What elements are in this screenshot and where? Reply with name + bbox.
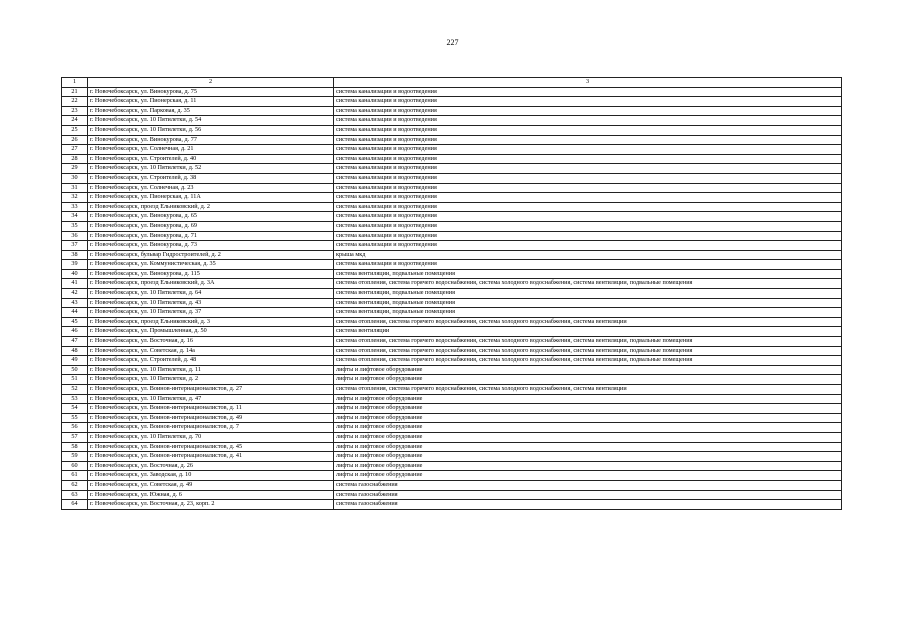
table-row — [62, 452, 842, 462]
address-cell: г. Новочебоксарск, ул. Советская, д. 49 — [88, 480, 334, 490]
address-cell: г. Новочебоксарск, ул. Солнечная, д. 23 — [88, 183, 334, 193]
table-row — [62, 173, 842, 183]
page-number: 227 — [446, 38, 459, 47]
address-cell: г. Новочебоксарск, ул. Воинов-интернационалистов, д. 11 — [88, 404, 334, 414]
work-description-cell: система канализации и водоотведения — [334, 231, 842, 241]
table-row — [62, 106, 842, 116]
work-description-cell: система канализации и водоотведения — [334, 145, 842, 155]
table-body — [62, 87, 842, 509]
table-row — [62, 202, 842, 212]
table-header-row — [62, 78, 842, 88]
column-header-work: 3 — [334, 78, 842, 88]
address-cell: г. Новочебоксарск, ул. 10 Пятилетки, д. 64 — [88, 289, 334, 299]
address-cell: г. Новочебоксарск, ул. Винокурова, д. 65 — [88, 212, 334, 222]
work-description-cell: лифты и лифтовое оборудование — [334, 365, 842, 375]
address-cell: г. Новочебоксарск, ул. 10 Пятилетки, д. 37 — [88, 308, 334, 318]
row-number-cell: 22 — [62, 97, 88, 107]
work-description-cell: система отопления, система горячего водоснабжения, система холодного водоснабжения, система вентиляции, подвальные помещения — [334, 279, 842, 289]
work-description-cell: система вентиляции, подвальные помещения — [334, 269, 842, 279]
address-cell: г. Новочебоксарск, ул. Воинов-интернационалистов, д. 41 — [88, 452, 334, 462]
table-row — [62, 308, 842, 318]
address-cell: г. Новочебоксарск, ул. Воинов-интернационалистов, д. 49 — [88, 413, 334, 423]
address-cell: г. Новочебоксарск, бульвар Гидростроителей, д. 2 — [88, 250, 334, 260]
work-description-cell: система вентиляции — [334, 327, 842, 337]
row-number-cell: 53 — [62, 394, 88, 404]
row-number-cell: 36 — [62, 231, 88, 241]
row-number-cell: 56 — [62, 423, 88, 433]
table-row — [62, 500, 842, 510]
row-number-cell: 24 — [62, 116, 88, 126]
row-number-cell: 52 — [62, 385, 88, 395]
table-row — [62, 241, 842, 251]
work-description-cell: система канализации и водоотведения — [334, 125, 842, 135]
row-number-cell: 44 — [62, 308, 88, 318]
table-row — [62, 250, 842, 260]
work-description-cell: система канализации и водоотведения — [334, 241, 842, 251]
column-header-number: 1 — [62, 78, 88, 88]
work-description-cell: система канализации и водоотведения — [334, 87, 842, 97]
address-cell: г. Новочебоксарск, ул. Солнечная, д. 21 — [88, 145, 334, 155]
row-number-cell: 26 — [62, 135, 88, 145]
table-row — [62, 317, 842, 327]
address-cell: г. Новочебоксарск, ул. Винокурова, д. 75 — [88, 87, 334, 97]
row-number-cell: 43 — [62, 298, 88, 308]
table-row — [62, 442, 842, 452]
row-number-cell: 28 — [62, 154, 88, 164]
table-row — [62, 145, 842, 155]
work-description-cell: система отопления, система горячего водоснабжения, система холодного водоснабжения, система вентиляции — [334, 317, 842, 327]
work-description-cell: система вентиляции, подвальные помещения — [334, 308, 842, 318]
address-cell: г. Новочебоксарск, ул. Восточная, д. 26 — [88, 461, 334, 471]
address-cell: г. Новочебоксарск, ул. Воинов-интернационалистов, д. 7 — [88, 423, 334, 433]
work-description-cell: система канализации и водоотведения — [334, 97, 842, 107]
row-number-cell: 61 — [62, 471, 88, 481]
address-cell: г. Новочебоксарск, ул. Воинов-интернационалистов, д. 27 — [88, 385, 334, 395]
address-cell: г. Новочебоксарск, ул. 10 Пятилетки, д. 56 — [88, 125, 334, 135]
row-number-cell: 59 — [62, 452, 88, 462]
row-number-cell: 45 — [62, 317, 88, 327]
work-description-cell: система канализации и водоотведения — [334, 260, 842, 270]
table-row — [62, 269, 842, 279]
row-number-cell: 64 — [62, 500, 88, 510]
row-number-cell: 34 — [62, 212, 88, 222]
address-cell: г. Новочебоксарск, ул. Парковая, д. 35 — [88, 106, 334, 116]
row-number-cell: 33 — [62, 202, 88, 212]
address-cell: г. Новочебоксарск, ул. Винокурова, д. 69 — [88, 221, 334, 231]
row-number-cell: 29 — [62, 164, 88, 174]
table-row — [62, 423, 842, 433]
address-cell: г. Новочебоксарск, ул. Строителей, д. 38 — [88, 173, 334, 183]
address-cell: г. Новочебоксарск, ул. Строителей, д. 48 — [88, 356, 334, 366]
work-description-cell: система газоснабжения — [334, 490, 842, 500]
address-cell: г. Новочебоксарск, ул. Строителей, д. 40 — [88, 154, 334, 164]
work-description-cell: система канализации и водоотведения — [334, 154, 842, 164]
table-row — [62, 480, 842, 490]
table-row — [62, 279, 842, 289]
row-number-cell: 30 — [62, 173, 88, 183]
table-row — [62, 413, 842, 423]
row-number-cell: 57 — [62, 432, 88, 442]
row-number-cell: 25 — [62, 125, 88, 135]
address-cell: г. Новочебоксарск, ул. Винокурова, д. 71 — [88, 231, 334, 241]
address-cell: г. Новочебоксарск, ул. Винокурова, д. 115 — [88, 269, 334, 279]
row-number-cell: 35 — [62, 221, 88, 231]
table-row — [62, 135, 842, 145]
row-number-cell: 50 — [62, 365, 88, 375]
table-row — [62, 97, 842, 107]
row-number-cell: 63 — [62, 490, 88, 500]
work-description-cell: система отопления, система горячего водоснабжения, система холодного водоснабжения, система вентиляции, подвальные помещения — [334, 346, 842, 356]
row-number-cell: 32 — [62, 193, 88, 203]
address-cell: г. Новочебоксарск, ул. Советская, д. 14а — [88, 346, 334, 356]
row-number-cell: 40 — [62, 269, 88, 279]
address-cell: г. Новочебоксарск, ул. 10 Пятилетки, д. 11 — [88, 365, 334, 375]
table-row — [62, 375, 842, 385]
row-number-cell: 38 — [62, 250, 88, 260]
buildings-table — [61, 77, 842, 510]
table-row — [62, 461, 842, 471]
table-row — [62, 231, 842, 241]
address-cell: г. Новочебоксарск, ул. 10 Пятилетки, д. 52 — [88, 164, 334, 174]
row-number-cell: 62 — [62, 480, 88, 490]
row-number-cell: 39 — [62, 260, 88, 270]
address-cell: г. Новочебоксарск, ул. Винокурова, д. 77 — [88, 135, 334, 145]
address-cell: г. Новочебоксарск, ул. Воинов-интернационалистов, д. 45 — [88, 442, 334, 452]
row-number-cell: 23 — [62, 106, 88, 116]
row-number-cell: 42 — [62, 289, 88, 299]
row-number-cell: 48 — [62, 346, 88, 356]
work-description-cell: лифты и лифтовое оборудование — [334, 404, 842, 414]
table-row — [62, 404, 842, 414]
work-description-cell: лифты и лифтовое оборудование — [334, 432, 842, 442]
address-cell: г. Новочебоксарск, проезд Ельниковский, д. 3 — [88, 317, 334, 327]
row-number-cell: 46 — [62, 327, 88, 337]
table-row — [62, 221, 842, 231]
address-cell: г. Новочебоксарск, ул. Коммунистическая, д. 35 — [88, 260, 334, 270]
work-description-cell: система канализации и водоотведения — [334, 202, 842, 212]
work-description-cell: система канализации и водоотведения — [334, 183, 842, 193]
work-description-cell: система вентиляции, подвальные помещения — [334, 298, 842, 308]
table-row — [62, 183, 842, 193]
work-description-cell: система отопления, система горячего водоснабжения, система холодного водоснабжения, система вентиляции — [334, 385, 842, 395]
row-number-cell: 58 — [62, 442, 88, 452]
address-cell: г. Новочебоксарск, ул. Промышленная, д. 50 — [88, 327, 334, 337]
table-row — [62, 298, 842, 308]
address-cell: г. Новочебоксарск, ул. Пионерская, д. 11 — [88, 97, 334, 107]
address-cell: г. Новочебоксарск, проезд Ельниковский, д. 3А — [88, 279, 334, 289]
table-row — [62, 385, 842, 395]
work-description-cell: лифты и лифтовое оборудование — [334, 394, 842, 404]
table-row — [62, 394, 842, 404]
row-number-cell: 55 — [62, 413, 88, 423]
address-cell: г. Новочебоксарск, ул. 10 Пятилетки, д. 43 — [88, 298, 334, 308]
row-number-cell: 21 — [62, 87, 88, 97]
work-description-cell: лифты и лифтовое оборудование — [334, 413, 842, 423]
work-description-cell: система газоснабжения — [334, 500, 842, 510]
address-cell: г. Новочебоксарск, ул. 10 Пятилетки, д. 2 — [88, 375, 334, 385]
address-cell: г. Новочебоксарск, ул. 10 Пятилетки, д. 47 — [88, 394, 334, 404]
table-row — [62, 87, 842, 97]
table-row — [62, 260, 842, 270]
table-row — [62, 346, 842, 356]
table-row — [62, 212, 842, 222]
work-description-cell: система газоснабжения — [334, 480, 842, 490]
address-cell: г. Новочебоксарск, ул. 10 Пятилетки, д. 70 — [88, 432, 334, 442]
work-description-cell: лифты и лифтовое оборудование — [334, 442, 842, 452]
table-row — [62, 337, 842, 347]
table-row — [62, 164, 842, 174]
column-header-address: 2 — [88, 78, 334, 88]
row-number-cell: 51 — [62, 375, 88, 385]
work-description-cell: лифты и лифтовое оборудование — [334, 452, 842, 462]
work-description-cell: система отопления, система горячего водоснабжения, система холодного водоснабжения, система вентиляции, подвальные помещения — [334, 337, 842, 347]
table-row — [62, 356, 842, 366]
work-description-cell: лифты и лифтовое оборудование — [334, 423, 842, 433]
row-number-cell: 37 — [62, 241, 88, 251]
table-row — [62, 116, 842, 126]
address-cell: г. Новочебоксарск, ул. 10 Пятилетки, д. 54 — [88, 116, 334, 126]
work-description-cell: система канализации и водоотведения — [334, 164, 842, 174]
work-description-cell: система канализации и водоотведения — [334, 221, 842, 231]
table-row — [62, 471, 842, 481]
table-row — [62, 289, 842, 299]
address-cell: г. Новочебоксарск, ул. Заводская, д. 10 — [88, 471, 334, 481]
table-row — [62, 125, 842, 135]
row-number-cell: 41 — [62, 279, 88, 289]
work-description-cell: лифты и лифтовое оборудование — [334, 461, 842, 471]
address-cell: г. Новочебоксарск, ул. Пионерская, д. 11А — [88, 193, 334, 203]
row-number-cell: 60 — [62, 461, 88, 471]
address-cell: г. Новочебоксарск, ул. Восточная, д. 16 — [88, 337, 334, 347]
work-description-cell: система отопления, система горячего водоснабжения, система холодного водоснабжения, система вентиляции, подвальные помещения — [334, 356, 842, 366]
table-row — [62, 490, 842, 500]
work-description-cell: система канализации и водоотведения — [334, 212, 842, 222]
work-description-cell: система канализации и водоотведения — [334, 135, 842, 145]
table-row — [62, 365, 842, 375]
address-cell: г. Новочебоксарск, проезд Ельниковский, д. 2 — [88, 202, 334, 212]
address-cell: г. Новочебоксарск, ул. Восточная, д. 23, корп. 2 — [88, 500, 334, 510]
work-description-cell: система вентиляции, подвальные помещения — [334, 289, 842, 299]
table-row — [62, 432, 842, 442]
work-description-cell: система канализации и водоотведения — [334, 193, 842, 203]
row-number-cell: 49 — [62, 356, 88, 366]
work-description-cell: лифты и лифтовое оборудование — [334, 471, 842, 481]
work-description-cell: система канализации и водоотведения — [334, 116, 842, 126]
work-description-cell: крыша мкд — [334, 250, 842, 260]
table-row — [62, 154, 842, 164]
work-description-cell: система канализации и водоотведения — [334, 106, 842, 116]
row-number-cell: 54 — [62, 404, 88, 414]
table-row — [62, 193, 842, 203]
work-description-cell: лифты и лифтовое оборудование — [334, 375, 842, 385]
row-number-cell: 47 — [62, 337, 88, 347]
address-cell: г. Новочебоксарск, ул. Южная, д. 6 — [88, 490, 334, 500]
table-row — [62, 327, 842, 337]
work-description-cell: система канализации и водоотведения — [334, 173, 842, 183]
row-number-cell: 27 — [62, 145, 88, 155]
address-cell: г. Новочебоксарск, ул. Винокурова, д. 73 — [88, 241, 334, 251]
row-number-cell: 31 — [62, 183, 88, 193]
